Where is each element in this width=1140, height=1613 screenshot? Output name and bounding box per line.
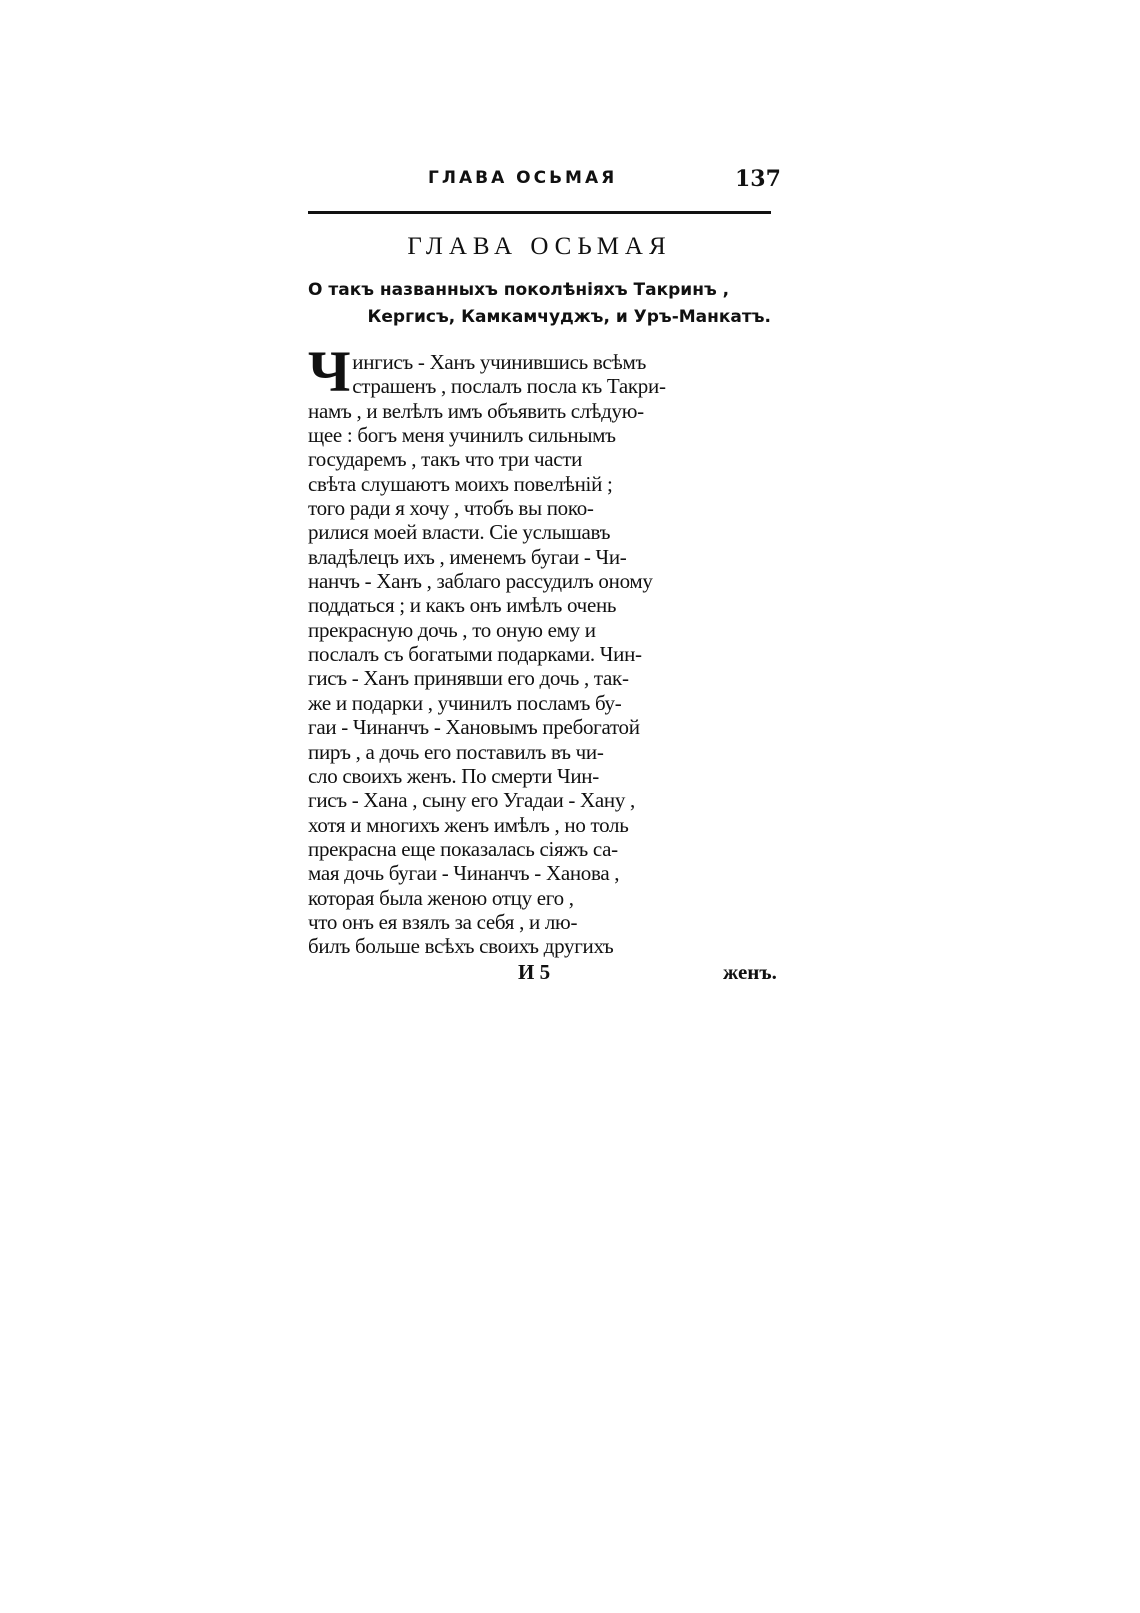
- text-line: гаи - Чинанчъ - Хановымъ пребогатой: [308, 715, 640, 740]
- subtitle-line: Кергисъ, Камкамчуджъ, и Уръ-Манкатъ.: [367, 307, 771, 327]
- text-line: владѣлецъ ихъ , именемъ бугаи - Чи-: [308, 544, 627, 569]
- text-line: гисъ - Хана , сыну его Угадаи - Хану ,: [308, 788, 635, 813]
- running-head: ГЛАВА ОСЬМАЯ: [428, 168, 618, 188]
- signature-mark: И 5: [518, 960, 551, 984]
- text-line: рилися моей власти. Сіе услышавъ: [308, 520, 611, 545]
- catchword: женъ.: [723, 960, 777, 984]
- text-line: сло своихъ женъ. По смерти Чин-: [308, 763, 599, 788]
- text-line: того ради я хочу , чтобъ вы поко-: [308, 496, 594, 521]
- chapter-subtitle: [308, 277, 771, 331]
- text-line: гисъ - Ханъ принявши его дочь , так-: [308, 666, 629, 691]
- text-line: пиръ , а дочь его поставилъ въ чи-: [308, 739, 604, 764]
- text-line: послалъ съ богатыми подарками. Чин-: [308, 642, 642, 667]
- text-line: ингисъ - Ханъ учинившись всѣмъ: [352, 350, 647, 374]
- text-line: поддаться ; и какъ онъ имѣлъ очень: [308, 593, 617, 618]
- text-line: страшенъ , послалъ посла къ Такри-: [352, 374, 666, 399]
- text-line: намъ , и велѣлъ имъ объявить слѣдую-: [308, 398, 644, 423]
- subtitle-line: О такъ названныхъ поколѣніяхъ Такринъ ,: [308, 280, 730, 300]
- text-line: нанчъ - Ханъ , заблаго рассудилъ оному: [308, 569, 653, 594]
- text-line: прекрасную дочь , то оную ему и: [308, 617, 596, 642]
- text-line: свѣта слушаютъ моихъ повелѣній ;: [308, 471, 613, 496]
- body-text: [308, 339, 788, 959]
- chapter-title: ГЛАВА ОСЬМАЯ: [407, 233, 672, 260]
- text-line: мая дочь бугаи - Чинанчъ - Ханова ,: [308, 861, 620, 886]
- text-line: прекрасна еще показалась сіяжъ са-: [308, 836, 618, 861]
- text-line: которая была женою отцу его ,: [308, 885, 574, 910]
- header-rule: [308, 211, 771, 214]
- text-line: что онъ ея взялъ за себя , и лю-: [308, 909, 578, 934]
- drop-cap: Ч: [308, 339, 351, 404]
- text-line: хотя и многихъ женъ имѣлъ , но толь: [308, 812, 629, 837]
- text-line: же и подарки , учинилъ посламъ бу-: [308, 690, 622, 715]
- text-line: государемъ , такъ что три части: [308, 447, 583, 472]
- text-line: щее : богъ меня учинилъ сильнымъ: [308, 423, 616, 448]
- page-number: 137: [735, 166, 781, 192]
- text-line: билъ больше всѣхъ своихъ другихъ: [308, 934, 614, 959]
